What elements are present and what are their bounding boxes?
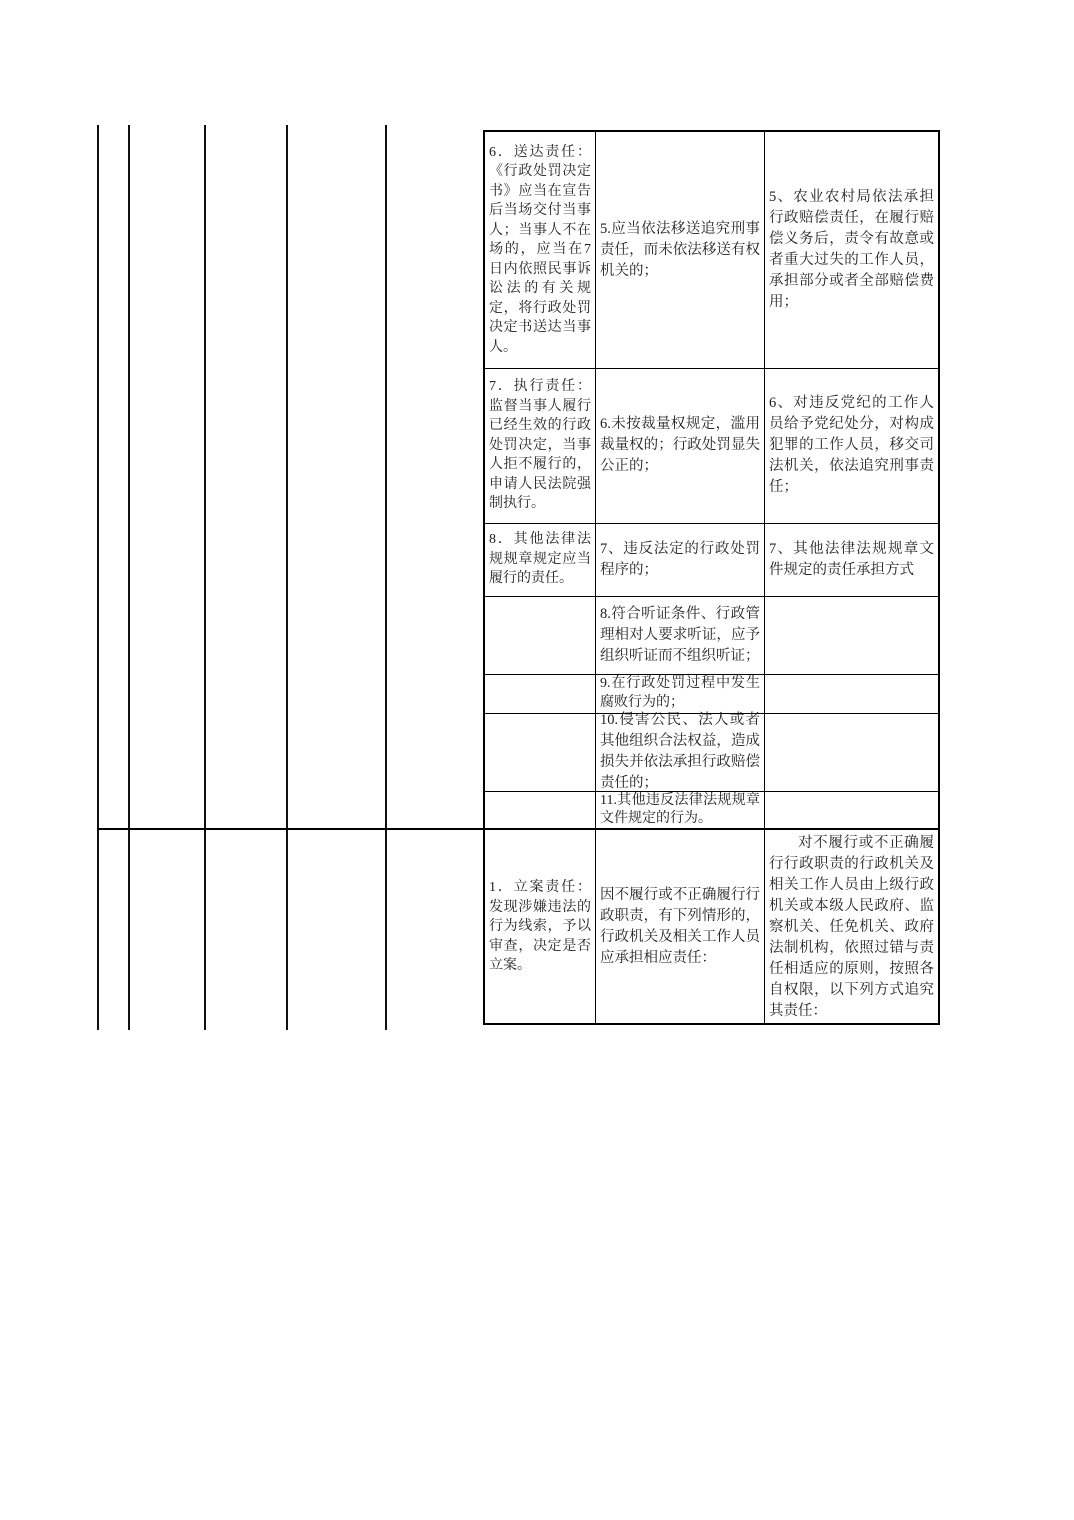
empty-cell — [765, 596, 938, 674]
cell-text: 因不履行或不正确履行行政职责，有下列情形的，行政机关及相关工作人员应承担相应责任： — [600, 887, 760, 966]
cell-text: 5.应当依法移送追究刑事责任，而未依法移送有权机关的； — [600, 220, 760, 279]
column-divider — [128, 125, 130, 1030]
text-columns-section — [483, 130, 940, 1025]
cell-text: 8．其他法律法规规章规定应当履行的责任。 — [489, 532, 591, 587]
cell-text: 6.未按裁量权规定，滥用裁量权的；行政处罚显失公正的； — [600, 416, 760, 474]
cell-text: 6、对违反党纪的工作人员给予党纪处分，对构成犯罪的工作人员，移交司法机关，依法追究刑事责任； — [769, 395, 934, 495]
column-divider — [286, 125, 288, 1030]
cell-situation-9 — [596, 674, 764, 713]
empty-cell — [485, 791, 595, 829]
empty-cell — [765, 791, 938, 829]
empty-cell — [485, 596, 595, 674]
cell-situation-10 — [596, 713, 764, 791]
cell-text: 8.符合听证条件、行政管理相对人要求听证，应予组织听证而不组织听证； — [600, 605, 760, 664]
cell-situation-7 — [596, 523, 764, 596]
cell-text: 6．送达责任：《行政处罚决定书》应当在宣告后当场交付当事人；当事人不在场的，应当在7日内依照民事诉讼法的有关规定，将行政处罚决定书送达当事人。 — [489, 144, 591, 355]
column-divider — [385, 125, 387, 1030]
empty-cell — [485, 674, 595, 713]
cell-duty-other — [485, 523, 595, 596]
column-divider — [97, 125, 99, 1030]
cell-duty-case-filing — [485, 831, 595, 1023]
cell-situation-intro — [596, 831, 764, 1023]
responsibility-table — [97, 125, 940, 1030]
cell-accountability-7 — [765, 523, 938, 596]
cell-situation-11 — [596, 791, 764, 829]
empty-cell — [765, 713, 938, 791]
cell-duty-delivery — [485, 132, 595, 368]
empty-cell — [765, 674, 938, 713]
cell-text: 7、违反法定的行政处罚程序的； — [600, 540, 760, 578]
cell-text: 7．执行责任：监督当事人履行已经生效的行政处罚决定，当事人拒不履行的，申请人民法院强制执行。 — [489, 379, 591, 512]
cell-accountability-6 — [765, 368, 938, 523]
cell-text: 11.其他违反法律法规规章文件规定的行为。 — [600, 792, 760, 826]
cell-duty-enforcement — [485, 368, 595, 523]
empty-cell — [485, 713, 595, 791]
cell-text: 对不履行或不正确履行行政职责的行政机关及相关工作人员由上级行政机关或本级人民政府、监察机关、任免机关、政府法制机构，依照过错与责任相适应的原则，按照各自权限，以下列方式追究其责任： — [769, 834, 934, 1019]
column-divider — [204, 125, 206, 1030]
cell-text: 10.侵害公民、法人或者其他组织合法权益，造成损失并依法承担行政赔偿责任的； — [600, 712, 760, 791]
cell-accountability-5 — [765, 132, 938, 368]
cell-accountability-intro — [765, 831, 938, 1023]
cell-situation-5 — [596, 132, 764, 368]
cell-situation-8 — [596, 596, 764, 674]
cell-text: 5、农业农村局依法承担行政赔偿责任，在履行赔偿义务后，责令有故意或者重大过失的工作人员，承担部分或者全部赔偿费用； — [769, 189, 934, 310]
cell-text: 9.在行政处罚过程中发生腐败行为的； — [600, 676, 760, 710]
cell-text: 7、其他法律法规规章文件规定的责任承担方式 — [769, 540, 934, 578]
cell-text: 1．立案责任：发现涉嫌违法的行为线索，予以审查，决定是否立案。 — [489, 880, 591, 974]
cell-situation-6 — [596, 368, 764, 523]
